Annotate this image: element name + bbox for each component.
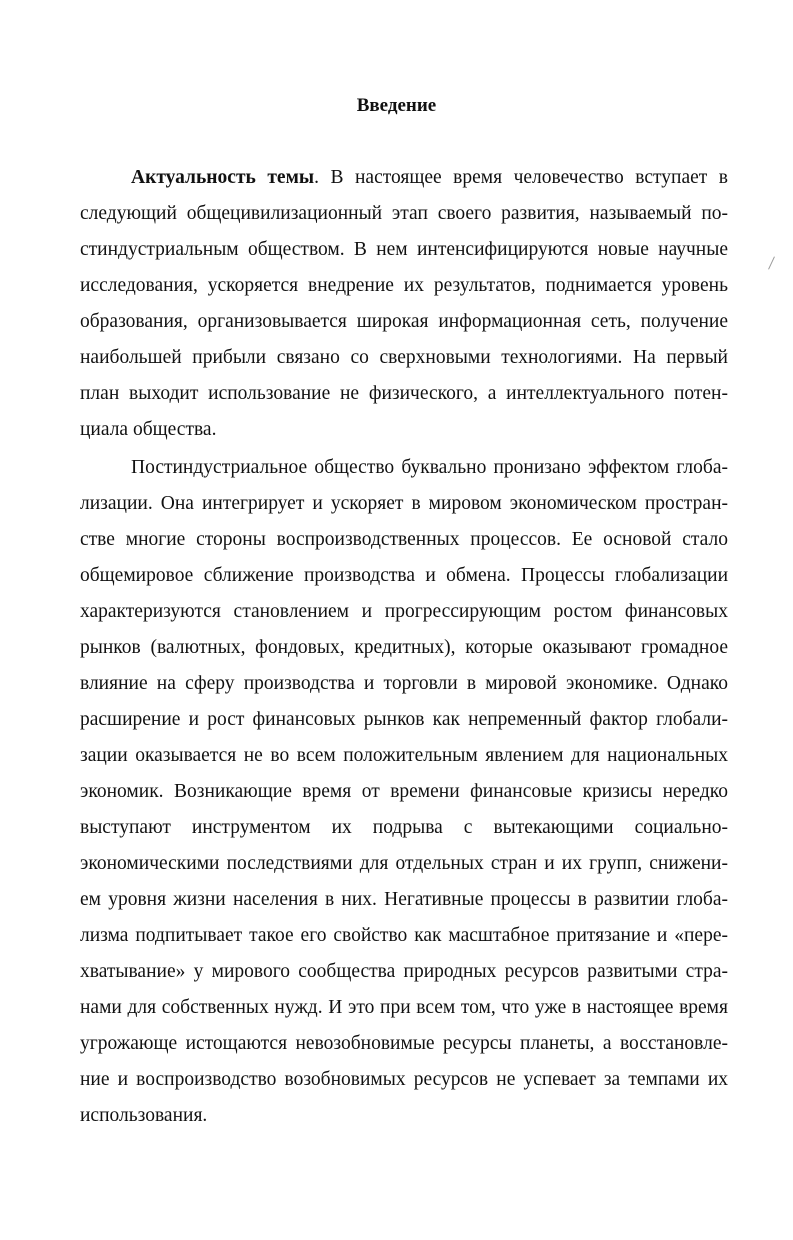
paragraph1-lead: Актуальность темы <box>131 167 315 188</box>
paragraph2-line: лизации. Она интегрирует и ускоряет в мировом экономическом простран- <box>80 493 728 514</box>
paragraph2-line: стве многие стороны воспроизводственных процессов. Ее основой стало <box>80 529 728 550</box>
paragraph2-line: зации оказывается не во всем положительным явлением для национальных <box>80 745 728 766</box>
paragraph1-line: план выходит использование не физического, а интеллектуального потен- <box>80 383 728 404</box>
paragraph2-line: экономик. Возникающие время от времени финансовые кризисы нередко <box>80 781 728 802</box>
paragraph2-line: ем уровня жизни населения в них. Негативные процессы в развитии глоба- <box>80 889 728 910</box>
paragraph2-line: ние и воспроизводство возобновимых ресурсов не успевает за темпами их <box>80 1069 728 1090</box>
paragraph1-line: наибольшей прибыли связано со сверхновыми технологиями. На первый <box>80 347 728 368</box>
paragraph2-line: хватывание» у мирового сообщества природных ресурсов развитыми стра- <box>80 961 728 982</box>
paragraph2-line: экономическими последствиями для отдельных стран и их групп, снижени- <box>80 853 728 874</box>
paragraph2-line: нами для собственных нужд. И это при всем том, что уже в настоящее время <box>80 997 728 1018</box>
paragraph2-line: лизма подпитывает такое его свойство как масштабное притязание и «пере- <box>80 925 728 946</box>
paragraph2-line: Постиндустриальное общество буквально пронизано эффектом глоба- <box>131 457 728 478</box>
paragraph2-line: рынков (валютных, фондовых, кредитных), которые оказывают громадное <box>80 637 728 658</box>
paragraph2-line: угрожающе истощаются невозобновимые ресурсы планеты, а восстановле- <box>80 1033 728 1054</box>
paragraph1-line-text: . В настоящее время человечество вступает в <box>314 167 728 188</box>
paragraph2-line: общемировое сближение производства и обмена. Процессы глобализации <box>80 565 728 586</box>
paragraph2-line: использования. <box>80 1105 208 1126</box>
paragraph1-line: следующий общецивилизационный этап своего развития, называемый по- <box>80 203 728 224</box>
scan-artifact-mark <box>768 256 775 269</box>
paragraph2-line: характеризуются становлением и прогрессирующим ростом финансовых <box>80 601 728 622</box>
paragraph1-line: стиндустриальным обществом. В нем интенсифицируются новые научные <box>80 239 728 260</box>
paragraph2-line: влияние на сферу производства и торговли в мировой экономике. Однако <box>80 673 728 694</box>
paragraph2-line: выступают инструментом их подрыва с вытекающими социально- <box>80 817 728 838</box>
paragraph1-line: циала общества. <box>80 419 217 440</box>
paragraph1-line: исследования, ускоряется внедрение их результатов, поднимается уровень <box>80 275 728 296</box>
section-heading: Введение <box>356 95 437 116</box>
paragraph1-line: образования, организовывается широкая информационная сеть, получение <box>80 311 728 332</box>
paragraph1-line <box>131 166 728 190</box>
paragraph2-line: расширение и рост финансовых рынков как непременный фактор глобали- <box>80 709 728 730</box>
